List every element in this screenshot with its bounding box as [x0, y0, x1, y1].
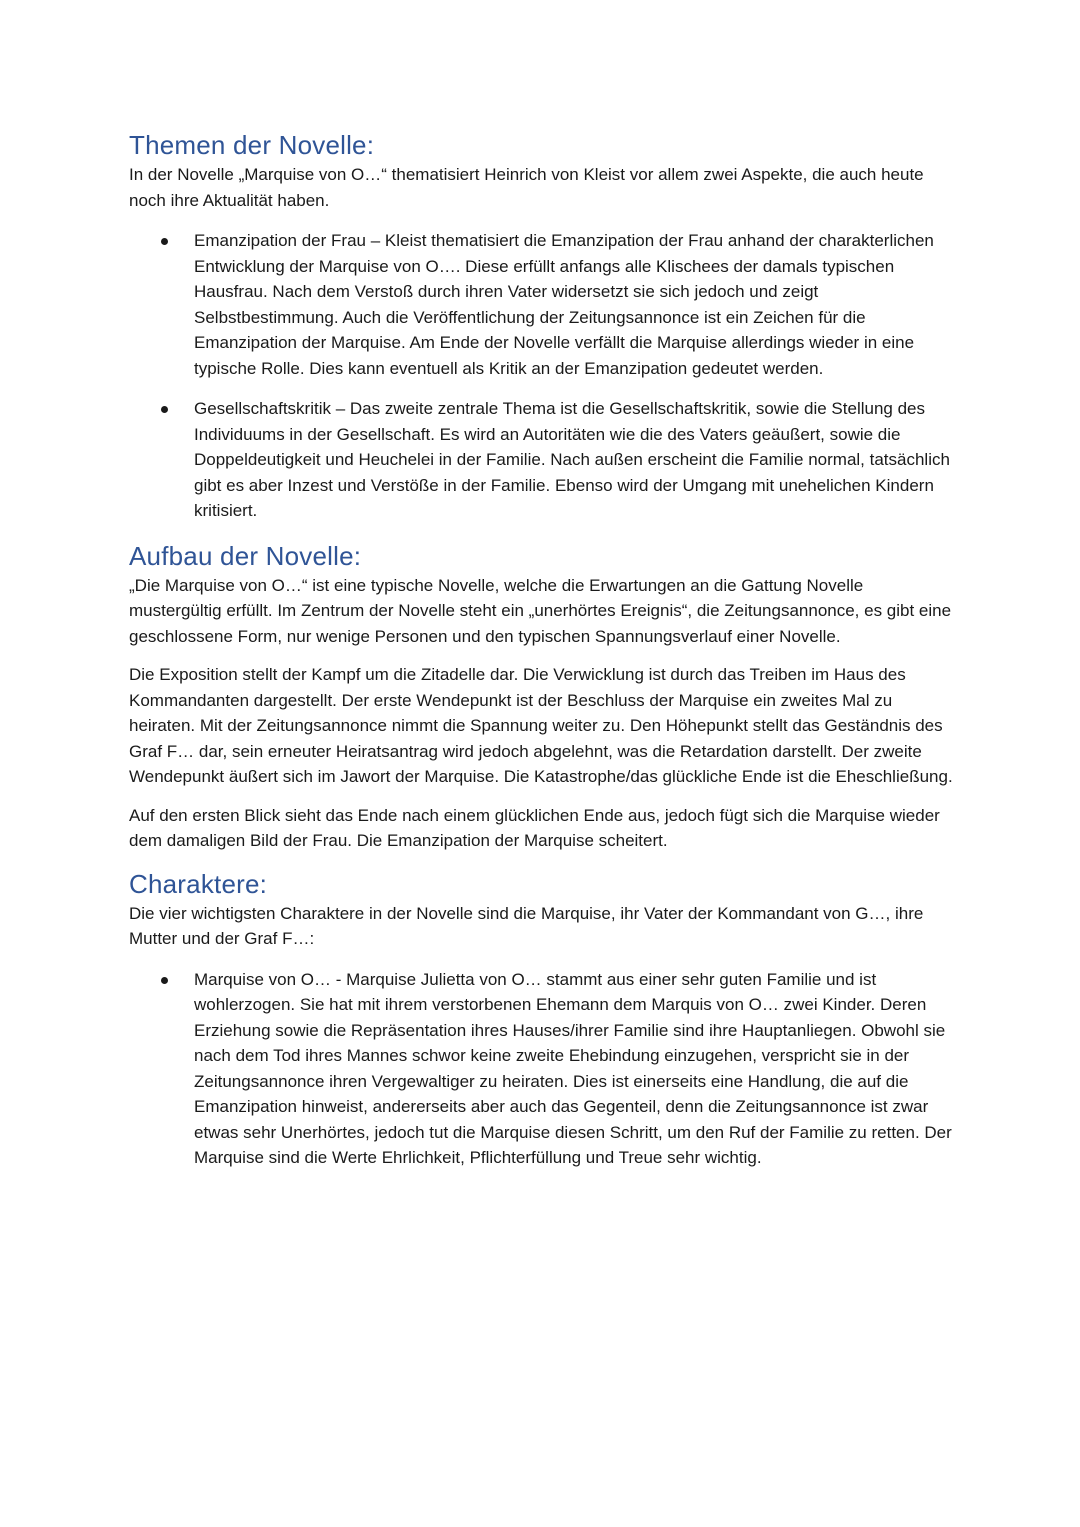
paragraph: Die vier wichtigsten Charaktere in der Novelle sind die Marquise, ihr Vater der Kommandant von G…, ihre Mutter und der Graf F…: — [129, 903, 924, 948]
paragraph: Die Exposition stellt der Kampf um die Zitadelle dar. Die Verwicklung ist durch das Treiben im Haus des Kommandanten dargestellt. Der erste Wendepunkt ist der Beschluss der Marquise ein zweites Mal zu heiraten. Mit der Zeitungsannonce nimmt die Spannung weiter zu. Den Höhepunkt stellt das Geständnis des Graf F… dar, sein erneuter Heiratsantrag wird jedoch abgelehnt, was die Retardation darstellt. Der zweite Wendepunkt äußert sich im Jawort der Marquise. Die Katastrophe/das glückliche Ende ist die Eheschließung. — [129, 665, 953, 786]
list-item — [129, 967, 959, 1171]
section-heading: Charaktere: — [129, 868, 268, 899]
document-page — [129, 128, 959, 1186]
list-item-text: Marquise von O… - Marquise Julietta von O… stammt aus einer sehr guten Familie und ist wohlerzogen. Sie hat mit ihrem verstorbenen Ehemann dem Marquis von O… zwei Kinder. Deren Erziehung sowie die Repräsentation ihres Hauses/ihrer Familie sind ihre Hauptanliegen. Obwohl sie nach dem Tod ihres Mannes schwor keine zweite Ehebindung einzugehen, verspricht sie in der Zeitungsannonce ihren Vergewaltiger zu heiraten. Dies ist einerseits eine Handlung, die auf die Emanzipation hinweist, andererseits aber auch das Gegenteil, denn die Zeitungsannonce ist zwar etwas sehr Unerhörtes, jedoch tut die Marquise diesen Schritt, um den Ruf der Familie zu retten. Der Marquise sind die Werte Ehrlichkeit, Pflichterfüllung und Treue sehr wichtig. — [194, 969, 952, 1167]
section-heading: Aufbau der Novelle: — [129, 540, 362, 571]
section-charaktere — [129, 867, 959, 1171]
paragraph: In der Novelle „Marquise von O…“ thematisiert Heinrich von Kleist vor allem zwei Aspekte, die auch heute noch ihre Aktualität haben. — [129, 165, 924, 210]
paragraph: „Die Marquise von O…“ ist eine typische Novelle, welche die Erwartungen an die Gattung Novelle mustergültig erfüllt. Im Zentrum der Novelle steht ein „unerhörtes Ereignis“, die Zeitungsannonce, es gibt eine geschlossene Form, nur wenige Personen und den typischen Spannungsverlauf einer Novelle. — [129, 575, 952, 646]
paragraph: Auf den ersten Blick sieht das Ende nach einem glücklichen Ende aus, jedoch fügt sich die Marquise wieder dem damaligen Bild der Frau. Die Emanzipation der Marquise scheitert. — [129, 805, 940, 850]
section-aufbau — [129, 539, 959, 854]
list-item — [129, 228, 959, 381]
section-heading: Themen der Novelle: — [129, 130, 375, 160]
bullet-list — [129, 967, 959, 1171]
bullet-icon — [161, 238, 168, 245]
list-item — [129, 396, 959, 524]
list-item-text: Gesellschaftskritik – Das zweite zentrale Thema ist die Gesellschaftskritik, sowie die Stellung des Individuums in der Gesellschaft. Es wird an Autoritäten wie die des Vaters geäußert, sowie die Doppeldeutigkeit und Heuchelei in der Familie. Nach außen erscheint die Familie normal, tatsächlich gibt es aber Inzest und Verstöße in der Familie. Ebenso wird der Umgang mit unehelichen Kindern kritisiert. — [194, 399, 950, 520]
section-themen — [129, 128, 959, 524]
bullet-list — [129, 228, 959, 524]
bullet-icon — [161, 406, 168, 413]
bullet-icon — [161, 977, 168, 984]
list-item-text: Emanzipation der Frau – Kleist thematisiert die Emanzipation der Frau anhand der charakterlichen Entwicklung der Marquise von O…. Diese erfüllt anfangs alle Klischees der damals typischen Hausfrau. Nach dem Verstoß durch ihren Vater widersetzt sie sich jedoch und zeigt Selbstbestimmung. Auch die Veröffentlichung der Zeitungsannonce ist ein Zeichen für die Emanzipation der Marquise. Am Ende der Novelle verfällt die Marquise allerdings wieder in eine typische Rolle. Dies kann eventuell als Kritik an der Emanzipation gedeutet werden. — [194, 231, 934, 378]
